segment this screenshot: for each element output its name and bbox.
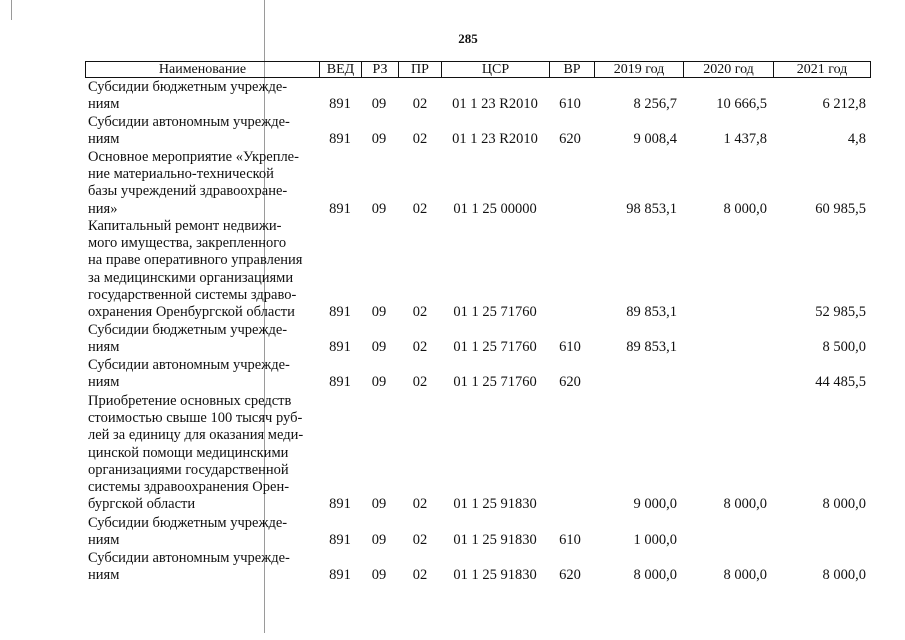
cell-ved: 891 [329, 96, 351, 113]
cell-y2021: 8 000,0 [822, 496, 866, 513]
cell-rz: 09 [371, 374, 387, 391]
table-row [85, 322, 871, 356]
cell-y2020: 8 000,0 [723, 200, 767, 217]
row-name: Субсидии автономным учрежде- ниям [88, 550, 290, 584]
row-name: Капитальный ремонт недвижи- мого имущества, закрепленного на праве оперативного управления за медицинскими организациями государственной системы здраво- охранения Оренбургской области [88, 218, 303, 321]
cell-ved: 891 [329, 496, 351, 513]
cell-ved: 891 [329, 567, 351, 584]
table-row [85, 357, 871, 391]
cell-pr: 02 [412, 374, 428, 391]
cell-y2020: 8 000,0 [723, 567, 767, 584]
cell-rz: 09 [371, 496, 387, 513]
cell-y2021: 6 212,8 [822, 96, 866, 113]
row-name: Основное мероприятие «Укрепле- ние материально-технической базы учреждений здравоохране- ния» [88, 149, 299, 217]
cell-rz: 09 [371, 339, 387, 356]
table-row [85, 79, 871, 113]
cell-y2021: 44 485,5 [815, 374, 866, 391]
cell-y2020: 1 437,8 [723, 131, 767, 148]
cell-vr: 610 [559, 96, 581, 113]
table-header [85, 61, 871, 78]
cell-y2021: 4,8 [847, 131, 866, 148]
cell-vr: 610 [559, 339, 581, 356]
header-pr: ПР [399, 62, 442, 77]
cell-y2021: 8 000,0 [822, 567, 866, 584]
table-row [85, 218, 871, 321]
cell-y2019: 8 256,7 [633, 96, 677, 113]
row-name: Субсидии автономным учрежде- ниям [88, 114, 290, 148]
cell-y2020: 10 666,5 [716, 96, 767, 113]
table-row [85, 114, 871, 148]
cell-csr: 01 1 25 71760 [453, 339, 537, 356]
cell-vr: 620 [559, 567, 581, 584]
cell-pr: 02 [412, 304, 428, 320]
cell-pr: 02 [412, 339, 428, 356]
cell-csr: 01 1 23 R2010 [452, 96, 538, 113]
table-row [85, 149, 871, 218]
cell-vr: 620 [559, 374, 581, 391]
row-name: Субсидии бюджетным учрежде- ниям [88, 322, 288, 356]
cell-y2021: 60 985,5 [815, 200, 866, 217]
cell-pr: 02 [412, 96, 428, 113]
cell-y2019: 98 853,1 [626, 200, 677, 217]
cell-rz: 09 [371, 200, 387, 217]
cell-y2019: 89 853,1 [626, 339, 677, 356]
cell-ved: 891 [329, 304, 351, 320]
cell-rz: 09 [371, 532, 387, 549]
cell-csr: 01 1 25 00000 [453, 200, 537, 217]
header-2019: 2019 год [595, 62, 684, 77]
cell-y2019: 9 008,4 [633, 131, 677, 148]
cell-csr: 01 1 25 91830 [453, 496, 537, 513]
cell-y2019: 89 853,1 [626, 304, 677, 320]
row-name: Субсидии бюджетным учрежде- ниям [88, 79, 288, 113]
row-name: Приобретение основных средств стоимостью свыше 100 тысяч руб- лей за единицу для оказания меди- цинской помощи медицинскими организациями государственной системы здравоохранения Орен- бургской области [88, 393, 304, 513]
cell-pr: 02 [412, 200, 428, 217]
cell-pr: 02 [412, 496, 428, 513]
page-number: 285 [458, 31, 478, 46]
cell-ved: 891 [329, 200, 351, 217]
cell-y2020: 8 000,0 [723, 496, 767, 513]
cell-ved: 891 [329, 374, 351, 391]
cell-y2019: 1 000,0 [633, 532, 677, 549]
cell-rz: 09 [371, 96, 387, 113]
cell-vr: 620 [559, 131, 581, 148]
row-name: Субсидии автономным учрежде- ниям [88, 357, 290, 391]
cell-ved: 891 [329, 339, 351, 356]
header-2021: 2021 год [796, 62, 848, 77]
header-rz: РЗ [362, 62, 399, 77]
cell-rz: 09 [371, 567, 387, 584]
cell-csr: 01 1 25 91830 [453, 532, 537, 549]
header-vr: ВР [550, 62, 595, 77]
row-name: Субсидии бюджетным учрежде- ниям [88, 515, 288, 549]
header-ved: ВЕД [320, 62, 362, 77]
cell-y2019: 9 000,0 [633, 496, 677, 513]
header-name: Наименование [86, 62, 320, 77]
table-row [85, 393, 871, 513]
table-row [85, 550, 871, 584]
cell-pr: 02 [412, 567, 428, 584]
cell-y2021: 52 985,5 [815, 304, 866, 320]
scan-artifact-left-edge [11, 0, 12, 20]
cell-y2019: 8 000,0 [633, 567, 677, 584]
cell-ved: 891 [329, 532, 351, 549]
cell-rz: 09 [371, 131, 387, 148]
table-row [85, 515, 871, 549]
cell-pr: 02 [412, 532, 428, 549]
cell-ved: 891 [329, 131, 351, 148]
cell-csr: 01 1 25 91830 [453, 567, 537, 584]
cell-csr: 01 1 23 R2010 [452, 131, 538, 148]
header-csr: ЦСР [442, 62, 550, 77]
cell-y2021: 8 500,0 [822, 339, 866, 356]
header-2020: 2020 год [684, 62, 774, 77]
cell-rz: 09 [371, 304, 387, 320]
cell-csr: 01 1 25 71760 [453, 304, 537, 320]
cell-pr: 02 [412, 131, 428, 148]
cell-csr: 01 1 25 71760 [453, 374, 537, 391]
cell-vr: 610 [559, 532, 581, 549]
